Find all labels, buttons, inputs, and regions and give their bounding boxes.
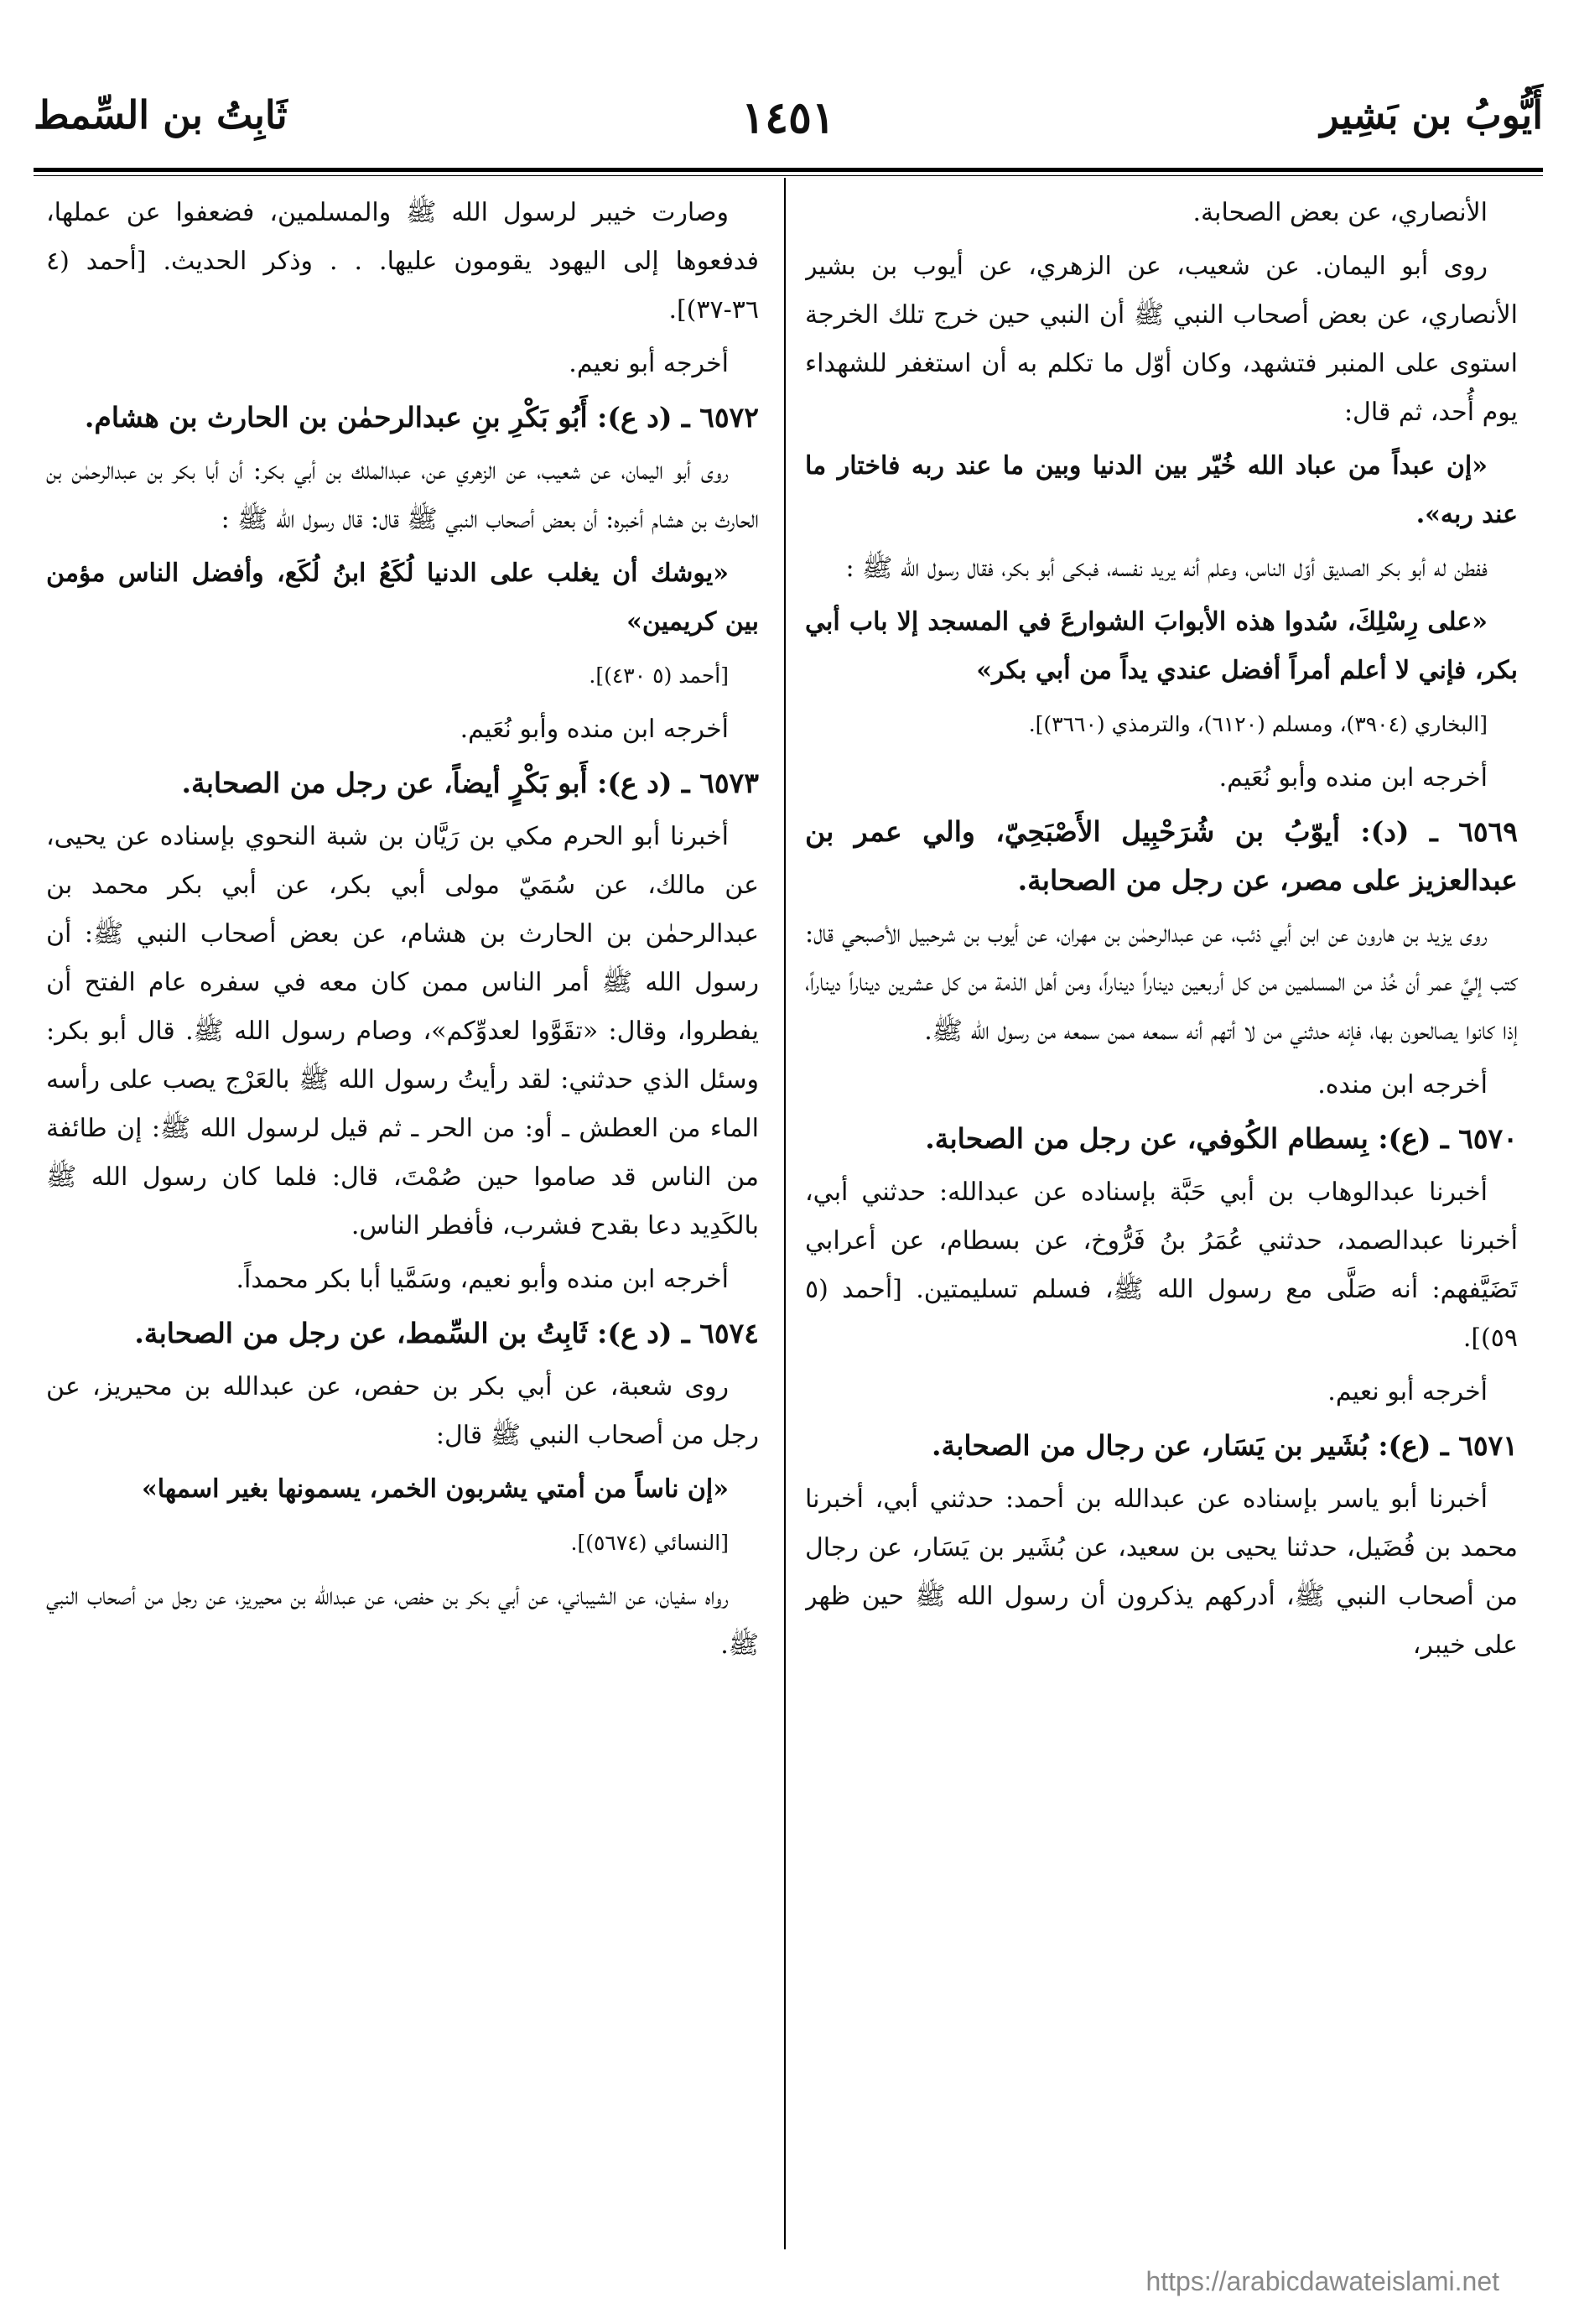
entry-heading: ٦٥٧٢ ـ (د ع): أَبُو بَكْرِ بنِ عبدالرحمٰن بن الحارث بن هشام.	[84, 401, 759, 434]
paragraph: أخبرنا أبو ياسر بإسناده عن عبدالله بن أحمد: حدثني أبي، أخبرنا محمد بن فُضَيل، حدثنا يحيى بن سعيد، عن بُشَير بن يَسَار، عن رجال من أصحاب النبي ﷺ، أدركهم يذكرون أن رسول الله ﷺ حين ظهر على خيبر،	[805, 1484, 1518, 1660]
paragraph: أخرجه ابن منده وأبو نعيم، وسَمَّيا أبا بكر محمداً.	[236, 1265, 729, 1294]
paragraph: ففطن له أبو بكر الصديق أوّل الناس، وعلم أنه يريد نفسه، فبكى أبو بكر، فقال رسول الله ﷺ :	[845, 554, 1488, 583]
entry-heading: ٦٥٧٠ ـ (ع): بِسطام الكُوفي، عن رجل من الصحابة.	[925, 1122, 1518, 1155]
entry-heading: ٦٥٧٤ ـ (د ع): ثَابِتُ بن السِّمط، عن رجل من الصحابة.	[134, 1317, 759, 1349]
running-title-left: ثَابِتُ بن السِّمط	[34, 92, 288, 138]
paragraph: روى يزيد بن هارون عن ابن أبي ذئب، عن عبدالرحمٰن بن مهران، عن أيوب بن شرحبيل الأصبحي قال: كتب إليَّ عمر أن خُذ من المسلمين من كل أربعين ديناراً ديناراً، ومن أهل الذمة من كل عشرين ديناراً ديناراً، إذا كانوا يصالحون بها، فإنه حدثني من لا أتهم أنه سمعه ممن سمعه من رسول الله ﷺ.	[805, 919, 1518, 1046]
column-divider	[784, 178, 786, 2249]
entry-heading: ٦٥٦٩ ـ (د): أيوّبُ بن شُرَحْبِيل الأَصْبَحِيّ، والي عمر بن عبدالعزيز على مصر، عن رجل من الصحابة.	[805, 815, 1518, 897]
paragraph: روى أبو اليمان. عن شعيب، عن الزهري، عن أيوب بن بشير الأنصاري، عن بعض أصحاب النبي ﷺ أن النبي حين خرج تلك الخرجة استوى على المنبر فتشهد، وكان أوّل ما تكلم به أن استغفر للشهداء يوم أُحد، ثم قال:	[805, 252, 1518, 427]
header-rule-thin	[34, 175, 1543, 176]
paragraph: رواه سفيان، عن الشيباني، عن أبي بكر بن حفص، عن عبدالله بن محيريز، عن رجل من أصحاب النبي ﷺ.	[46, 1582, 759, 1660]
paragraph: «على رِسْلِكَ، سُدوا هذه الأبوابَ الشوارعَ في المسجد إلا باب أبي بكر، فإني لا أعلم أمراً أفضل عندي يداً من أبي بكر»	[805, 607, 1518, 685]
paragraph: «إن ناساً من أمتي يشربون الخمر، يسمونها بغير اسمها»	[141, 1474, 729, 1504]
paragraph: أخرجه أبو نعيم.	[569, 349, 729, 378]
paragraph: أخبرنا أبو الحرم مكي بن رَيَّان بن شبة النحوي بإسناده عن يحيى، عن مالك، عن سُمَيّ مولى أبي بكر، عن أبي بكر محمد بن عبدالرحمٰن بن الحارث بن هشام، عن بعض أصحاب النبي ﷺ: أن رسول الله ﷺ أمر الناس ممن كان معه في سفره عام الفتح أن يفطروا، وقال: «تقَوَّوا لعدوِّكم»، وصام رسول الله ﷺ. قال أبو بكر: وسئل الذي حدثني: لقد رأيتُ رسول الله ﷺ بالعَرْج يصب على رأسه الماء من العطش ـ أو: من الحر ـ ثم قيل لرسول الله ﷺ: إن طائفة من الناس قد صاموا حين صُمْتَ، قال: فلما كان رسول الله ﷺ بالكَدِيد دعا بقدح فشرب، فأفطر الناس.	[46, 822, 759, 1240]
paragraph: أخرجه أبو نعيم.	[1327, 1377, 1488, 1406]
paragraph: أخرجه ابن منده وأبو نُعَيم.	[460, 715, 729, 744]
header-rule	[34, 168, 1543, 172]
paragraph: «يوشك أن يغلب على الدنيا لُكَعُ ابنُ لُكَع، وأفضل الناس مؤمن بين كريمين»	[46, 559, 759, 637]
entry-heading: ٦٥٧٣ ـ (د ع): أَبو بَكْرٍ أيضاً، عن رجل من الصحابة.	[181, 767, 759, 799]
paragraph: [أحمد (٥ ٤٣٠)].	[589, 663, 729, 688]
paragraph: الأنصاري، عن بعض الصحابة.	[1192, 198, 1488, 227]
page-number: ١٤٥١	[741, 92, 835, 143]
paragraph: «إن عبداً من عباد الله خُيّر بين الدنيا وبين ما عند ربه فاختار ما عند ربه».	[805, 451, 1518, 529]
paragraph: أخرجه ابن منده وأبو نُعَيم.	[1218, 763, 1488, 793]
paragraph: أخبرنا عبدالوهاب بن أبي حَبَّة بإسناده عن عبدالله: حدثني أبي، أخبرنا عبدالصمد، حدثني عُمَرُ بنُ فَرُّوخ، عن بسطام، عن أعرابي تَضَيَّفهم: أنه صَلَّى مع رسول الله ﷺ، فسلم تسليمتين. [أحمد (٥ ٥٩)].	[805, 1178, 1518, 1353]
paragraph: [البخاري (٣٩٠٤)، ومسلم (٦١٢٠)، والترمذي (٣٦٦٠)].	[1028, 712, 1488, 736]
paragraph: أخرجه ابن منده.	[1317, 1070, 1488, 1100]
running-title-right: أَيُّوبُ بن بَشِير	[1320, 92, 1543, 138]
paragraph: روى شعبة، عن أبي بكر بن حفص، عن عبدالله بن محيريز، عن رجل من أصحاب النبي ﷺ قال:	[46, 1372, 759, 1450]
paragraph: وصارت خيبر لرسول الله ﷺ والمسلمين، فضعفوا عن عملها، فدفعوها إلى اليهود يقومون عليها. . . وذكر الحديث. [أحمد (٤ ٣٦-٣٧)].	[46, 198, 759, 325]
paragraph: روى أبو اليمان، عن شعيب، عن الزهري عن، عبدالملك بن أبي بكر: أن أبا بكر بن عبدالرحمٰن بن الحارث بن هشام أخبره: أن بعض أصحاب النبي ﷺ قال: قال رسول الله ﷺ :	[46, 456, 759, 534]
paragraph: [النسائي (٥٦٧٤)].	[570, 1531, 729, 1555]
watermark-url: https://arabicdawateislami.net	[1145, 2266, 1499, 2296]
entry-heading: ٦٥٧١ ـ (ع): بُشَير بن يَسَار، عن رجال من الصحابة.	[932, 1429, 1518, 1462]
left-column	[46, 189, 759, 2252]
page-header	[34, 92, 1543, 159]
right-column	[805, 189, 1518, 2252]
